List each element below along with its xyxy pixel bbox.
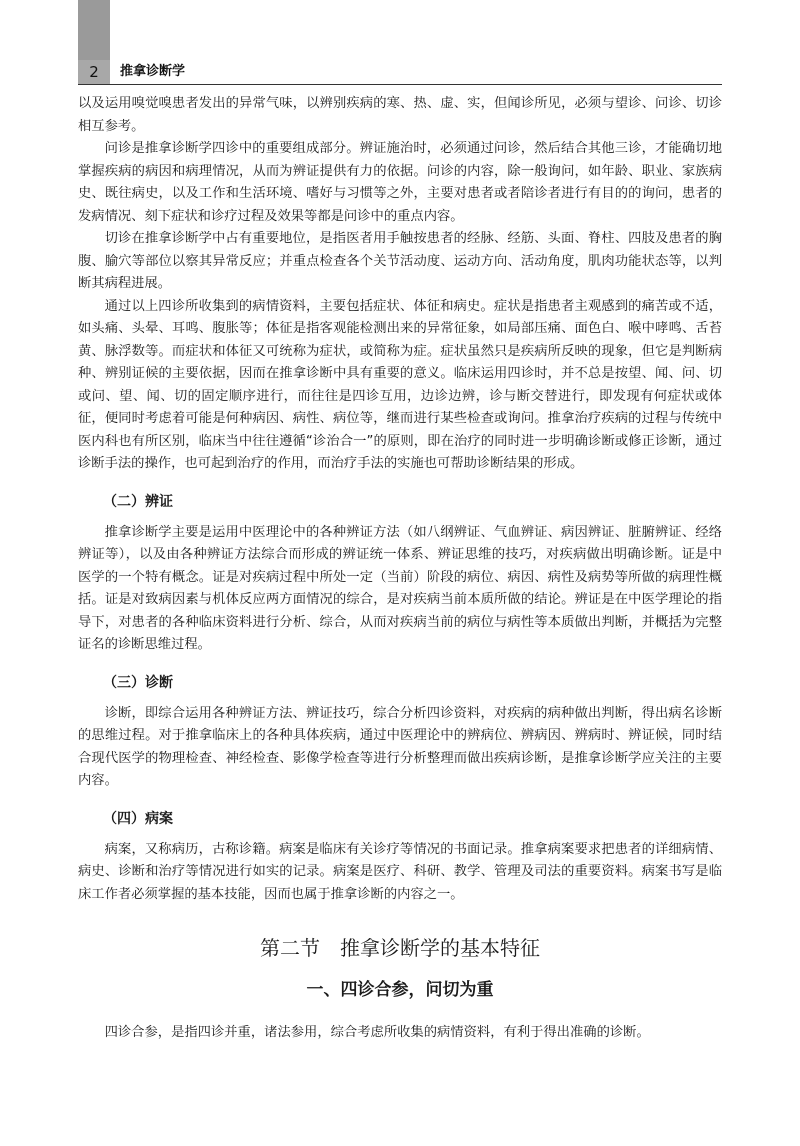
- section-title: 第二节 推拿诊断学的基本特征: [260, 936, 540, 960]
- paragraph-wenzhen-cont: 以及运用嗅觉嗅患者发出的异常气味，以辨别疾病的寒、热、虚、实，但闻诊所见，必须与望诊、问诊、切诊相互参考。: [78, 96, 722, 134]
- subheading-bianzheng: （二）辨证: [103, 493, 173, 510]
- running-title: 推拿诊断学: [120, 64, 186, 79]
- paragraph-wenzhen-inquiry: 问诊是推拿诊断学四诊中的重要组成部分。辨证施治时，必须通过问诊，然后结合其他三诊，才能确切地掌握疾病的病因和病理情况，从而为辨证提供有力的依据。问诊的内容，除一般询问，如年龄、职业、家族病史、既往病史，以及工作和生活环境、嗜好与习惯等之外，主要对患者或者陪诊者进行有目的的询问，患者的发病情况、刻下症状和诊疗过程及效果等都是问诊中的重点内容。: [78, 141, 722, 224]
- paragraph-qiezhen: 切诊在推拿诊断学中占有重要地位，是指医者用手触按患者的经脉、经筋、头面、脊柱、四肢及患者的胸腹、腧穴等部位以察其异常反应；并重点检查各个关节活动度、运动方向、活动角度，肌肉功能状态等，以判断其病程进展。: [78, 231, 722, 291]
- subheading-zhenduan: （三）诊断: [103, 674, 173, 691]
- section-subtitle: 一、四诊合参，问切为重: [306, 980, 494, 1000]
- page-content: [78, 93, 722, 1045]
- header-rule: [78, 84, 722, 85]
- paragraph-bingan: 病案，又称病历，古称诊籍。病案是临床有关诊疗等情况的书面记录。推拿病案要求把患者的详细病情、病史、诊断和治疗等情况进行如实的记录。病案是医疗、科研、教学、管理及司法的重要资料。病案书写是临床工作者必须掌握的基本技能，因而也属于推拿诊断的内容之一。: [78, 841, 722, 902]
- paragraph-sizhen-hecan: 四诊合参，是指四诊并重，诸法参用，综合考虑所收集的病情资料，有利于得出准确的诊断。: [104, 1025, 650, 1040]
- paragraph-bianzheng: 推拿诊断学主要是运用中医理论中的各种辨证方法（如八纲辨证、气血辨证、病因辨证、脏腑辨证、经络辨证等），以及由各种辨证方法综合而形成的辨证统一体系、辨证思维的技巧，对疾病做出明确诊断。证是中医学的一个特有概念。证是对疾病过程中所处一定（当前）阶段的病位、病因、病性及病势等所做的病理性概括。证是对致病因素与机体反应两方面情况的综合，是对疾病当前本质所做的结论。辨证是在中医学理论的指导下，对患者的各种临床资料进行分析、综合，从而对疾病当前的病位与病性等本质做出判断，并概括为完整证名的诊断思维过程。: [78, 524, 722, 652]
- paragraph-zhenduan: 诊断，即综合运用各种辨证方法、辨证技巧，综合分析四诊资料，对疾病的病种做出判断，得出病名诊断的思维过程。对于推拿临床上的各种具体疾病，通过中医理论中的辨病位、辨病因、辨病时、辨证候，同时结合现代医学的物理检查、神经检查、影像学检查等进行分析整理而做出疾病诊断，是推拿诊断学应关注的主要内容。: [78, 705, 722, 788]
- paragraph-sizhen-data: 通过以上四诊所收集到的病情资料，主要包括症状、体征和病史。症状是指患者主观感到的痛苦或不适，如头痛、头晕、耳鸣、腹胀等；体征是指客观能检测出来的异常征象，如局部压痛、面色白、喉中哮鸣、舌苔黄、脉浮数等。而症状和体征又可统称为症状，或简称为症。症状虽然只是疾病所反映的现象，但它是判断病种、辨别证候的主要依据，因而在推拿诊断中具有重要的意义。临床运用四诊时，并不总是按望、闻、问、切或问、望、闻、切的固定顺序进行，而往往是四诊互用，边诊边辨，诊与断交替进行，即发现有何症状或体征，便同时考虑着可能是何种病因、病性、病位等，继而进行某些检查或询问。推拿治疗疾病的过程与传统中医内科也有所区别，临床当中往往遵循“诊治合一”的原则，即在治疗的同时进一步明确诊断或修正诊断，通过诊断手法的操作，也可起到治疗的作用，而治疗手法的实施也可帮助诊断结果的形成。: [78, 298, 722, 471]
- subheading-bingan: （四）病案: [103, 810, 173, 827]
- page-number: 2: [89, 63, 99, 81]
